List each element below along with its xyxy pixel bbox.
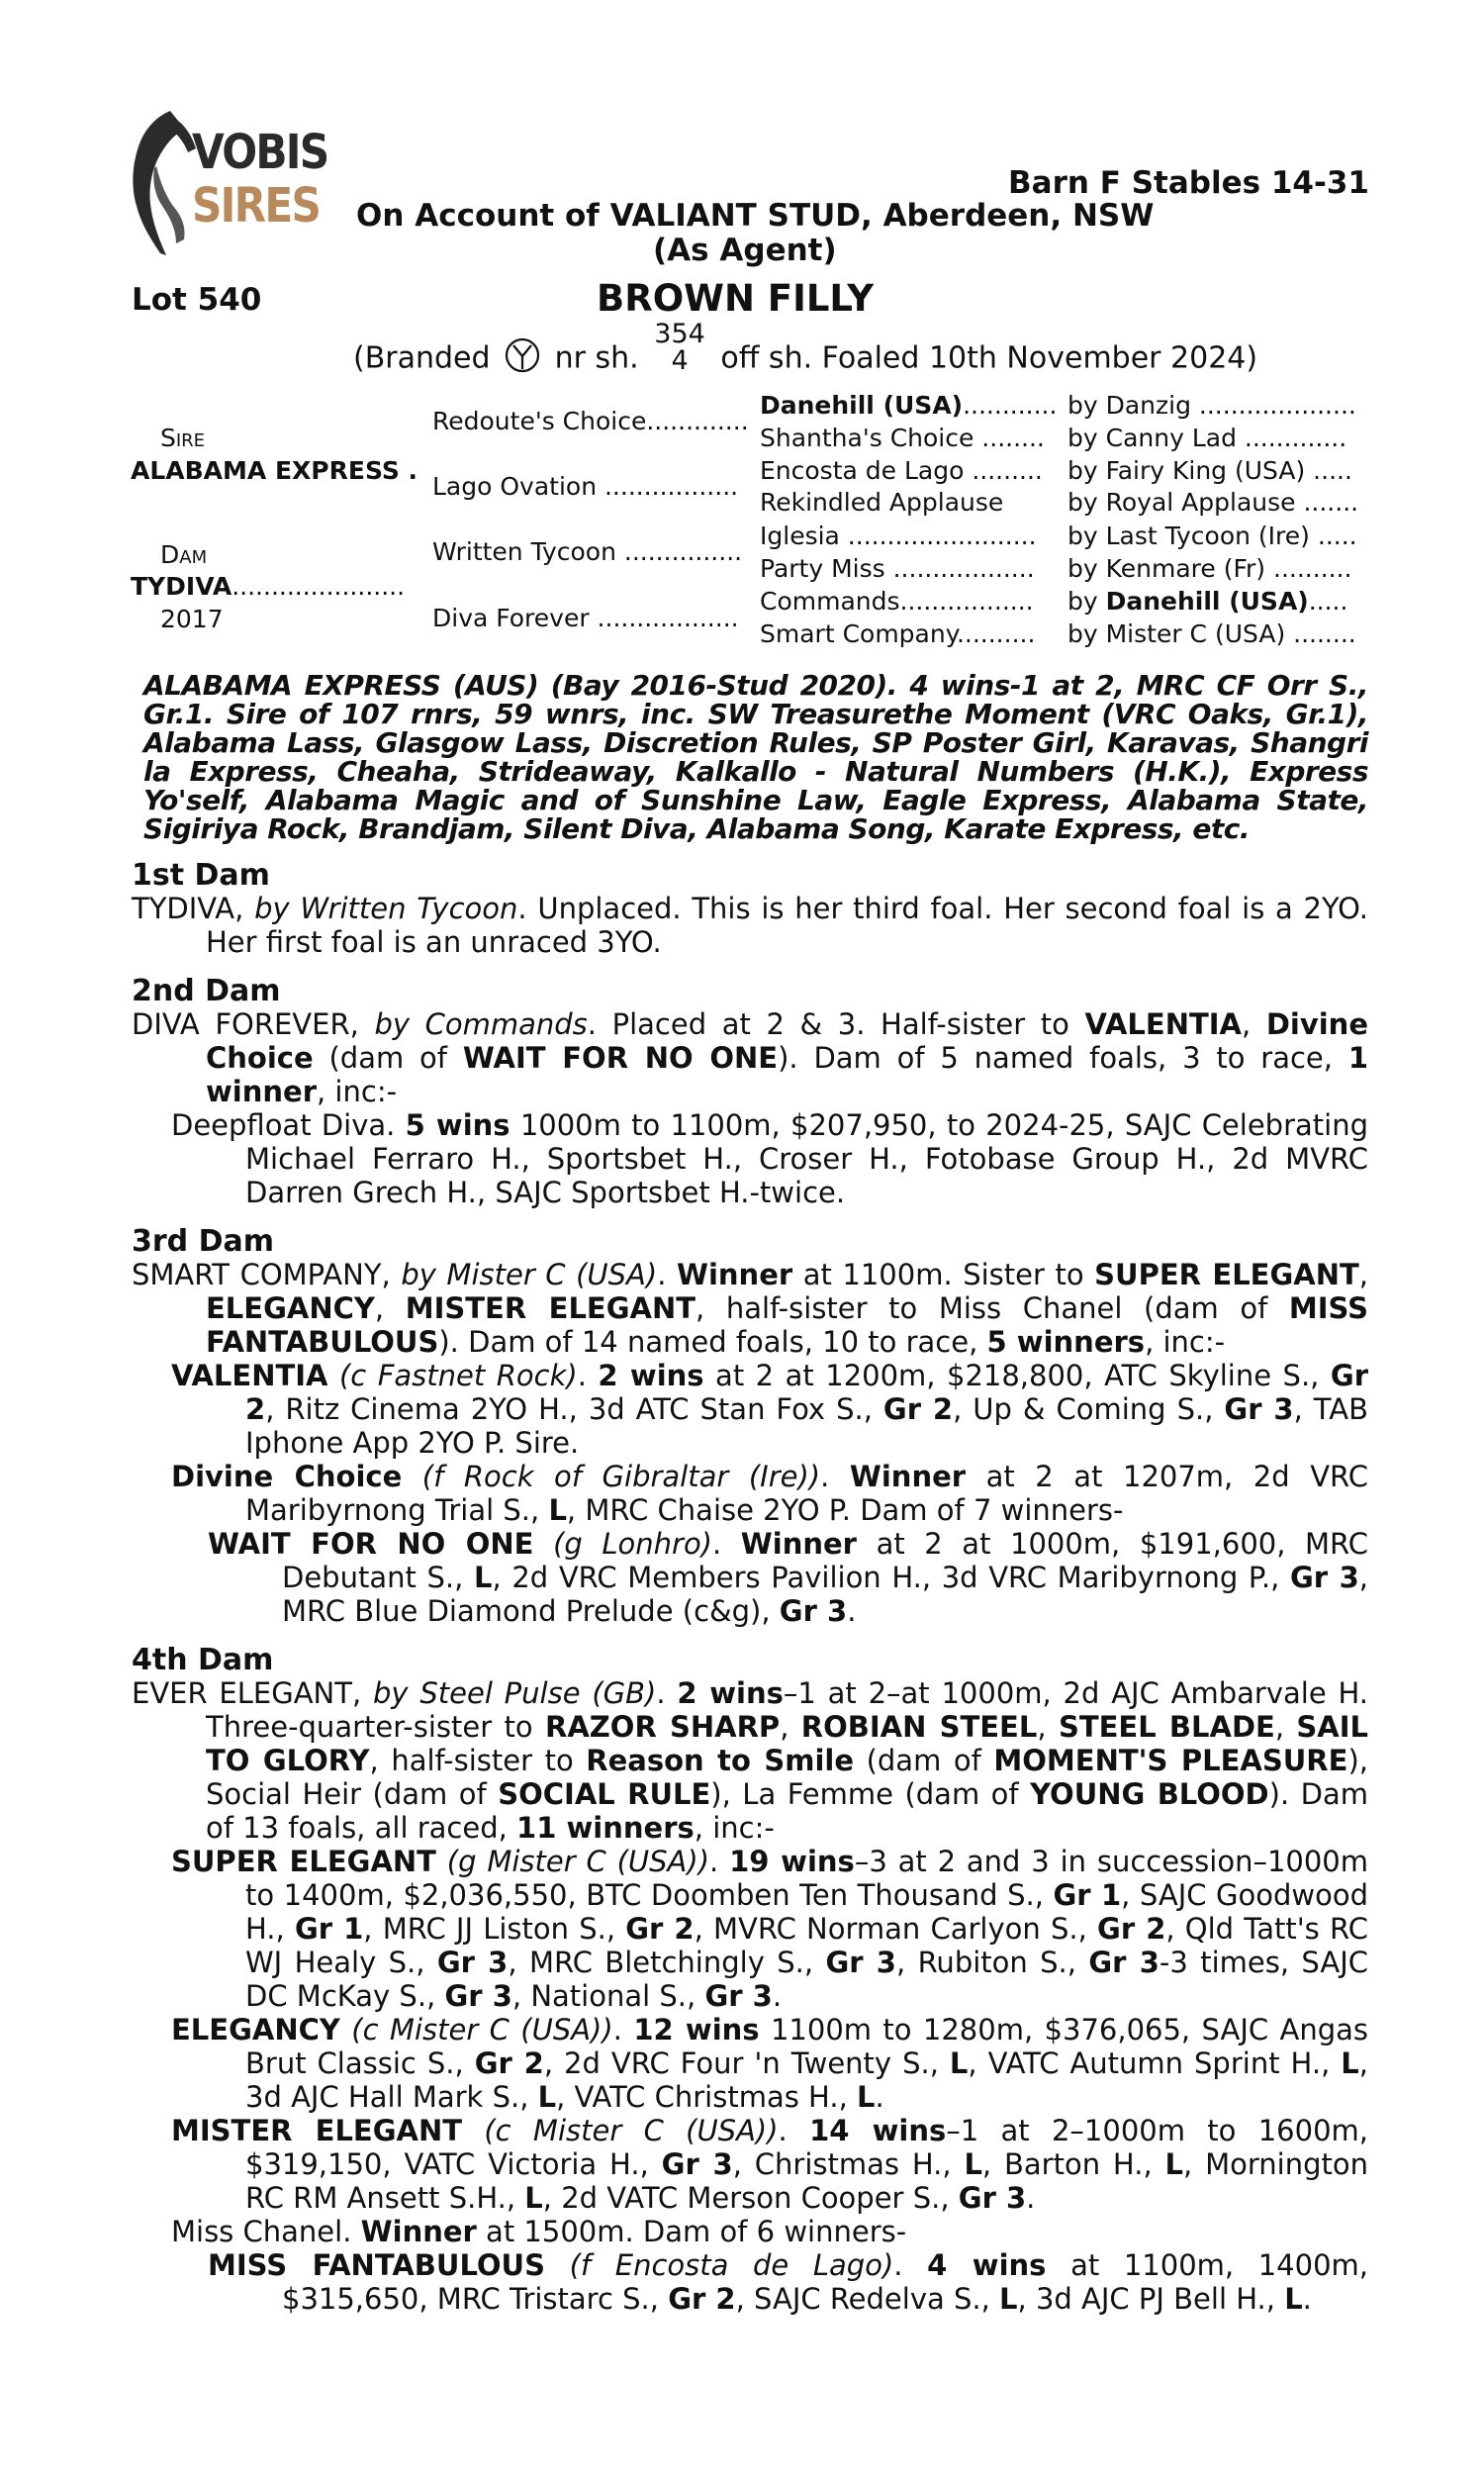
el-t5: , VATC Christmas H., xyxy=(556,2080,858,2114)
pedigree-g3-1: by Canny Lad ............. xyxy=(1067,424,1347,452)
dam3-t0: . xyxy=(657,1258,677,1291)
mf-t2: , SAJC Redelva S., xyxy=(735,2282,1000,2316)
dam2-t3: (dam of xyxy=(313,1041,463,1075)
dam-label: Dam xyxy=(160,540,208,569)
pedigree-g2-0-name: Danehill (USA) xyxy=(760,391,964,420)
dam3-t2: , xyxy=(1358,1258,1369,1291)
me-l3: L xyxy=(524,2181,543,2215)
wait-t0: . xyxy=(712,1527,741,1561)
branded-mid: nr sh. xyxy=(554,340,639,376)
se-t4: , MVRC Norman Carlyon S., xyxy=(694,1912,1098,1946)
wait-g2: Gr 3 xyxy=(779,1594,848,1628)
pedigree-g2-5: Party Miss .................. xyxy=(760,554,1035,583)
mf-l2: L xyxy=(1284,2282,1303,2316)
valentia-t2: , Ritz Cinema 2YO H., 3d ATC Stan Fox S., xyxy=(265,1392,883,1426)
dam4-progeny-mister-elegant xyxy=(132,2114,1368,2215)
valentia-t0: . xyxy=(577,1359,599,1392)
dam4-b4: SAIL TO GLORY xyxy=(206,1710,1369,1777)
mf-t0: . xyxy=(893,2248,928,2282)
logo-text-vobis: VOBIS xyxy=(192,125,328,180)
dam4-progeny-miss-fantabulous xyxy=(132,2248,1368,2316)
dam3-t1: at 1100m. Sister to xyxy=(792,1258,1095,1291)
pedigree-g3-0: by Danzig .................... xyxy=(1067,391,1356,420)
pedigree-g3-6-dots: ..... xyxy=(1308,587,1348,616)
divine-l: L xyxy=(548,1493,567,1527)
el-g1: Gr 2 xyxy=(474,2046,544,2080)
me-t4: , Mornington RC RM Ansett S.H., xyxy=(245,2147,1368,2215)
dam4-progeny-super-elegant xyxy=(132,1845,1368,2013)
se-g4: Gr 2 xyxy=(1097,1912,1166,1946)
wait-name: WAIT FOR NO ONE xyxy=(208,1527,534,1561)
se-g6: Gr 3 xyxy=(825,1946,896,1979)
me-l1: L xyxy=(964,2147,982,2181)
valentia-g1: Gr 2 xyxy=(245,1359,1368,1426)
me-b0: 14 wins xyxy=(809,2114,947,2147)
dam3-progeny-divine-choice xyxy=(132,1460,1368,1527)
vendor-account: On Account of VALIANT STUD, Aberdeen, NSW xyxy=(356,198,1155,234)
el-t2: , 2d VRC Four 'n Twenty S., xyxy=(543,2046,950,2080)
divine-t2: , MRC Chaise 2YO P. Dam of 7 winners- xyxy=(566,1493,1124,1527)
pedigree-g3-6-by: by xyxy=(1067,587,1106,616)
page-title: BROWN FILLY xyxy=(597,277,875,320)
se-t2: , SAJC Goodwood H., xyxy=(245,1878,1369,1946)
dam4-b1: RAZOR SHARP xyxy=(544,1710,781,1744)
dam4-b2: ROBIAN STEEL xyxy=(800,1710,1038,1744)
dam2-heading: 2nd Dam xyxy=(132,974,281,1008)
se-g8: Gr 3 xyxy=(444,1979,512,2013)
wait-t3: , MRC Blue Diamond Prelude (c&g), xyxy=(282,1561,1368,1628)
dam3-paragraph xyxy=(132,1258,1368,1359)
dam2-b1: VALENTIA xyxy=(1084,1007,1242,1041)
se-b0: 19 wins xyxy=(729,1845,855,1878)
wait-g1: Gr 3 xyxy=(1289,1561,1359,1594)
valentia-name: VALENTIA xyxy=(171,1359,328,1392)
mf-by: (f Encosta de Lago) xyxy=(544,2248,894,2282)
mf-name: MISS FANTABULOUS xyxy=(208,2248,545,2282)
valentia-g3: Gr 3 xyxy=(1224,1392,1294,1426)
pedigree-g1-1: Lago Ovation ................. xyxy=(432,472,739,501)
me-t5: , 2d VATC Merson Cooper S., xyxy=(542,2181,959,2215)
dam3-t3: , xyxy=(374,1291,406,1325)
se-t9: , National S., xyxy=(511,1979,705,2013)
me-g1: Gr 3 xyxy=(661,2147,733,2181)
dam2-p1-name: Deepfloat Diva. xyxy=(171,1108,406,1142)
dam4-t5: , half-sister to xyxy=(369,1744,587,1777)
se-g7: Gr 3 xyxy=(1088,1946,1159,1979)
dam3-b3: MISTER ELEGANT xyxy=(405,1291,696,1325)
pedigree-g2-3: Rekindled Applause xyxy=(760,488,1004,517)
brand-details xyxy=(353,319,1258,386)
mc-name: Miss Chanel. xyxy=(171,2215,361,2248)
el-t0: . xyxy=(612,2013,634,2046)
se-g2: Gr 1 xyxy=(294,1912,364,1946)
valentia-by: (c Fastnet Rock) xyxy=(327,1359,578,1392)
pedigree-g3-7: by Mister C (USA) ........ xyxy=(1067,619,1356,648)
divine-name: Divine Choice xyxy=(171,1460,403,1493)
brand-fraction-bottom: 4 xyxy=(671,345,689,376)
dam4-progeny-miss-chanel xyxy=(132,2215,1368,2248)
dam2-t2: , xyxy=(1242,1007,1266,1041)
dam3-heading: 3rd Dam xyxy=(132,1224,274,1259)
mf-t4: . xyxy=(1302,2282,1312,2316)
pedigree-g3-5: by Kenmare (Fr) .......... xyxy=(1067,554,1352,583)
me-t0: . xyxy=(778,2114,810,2147)
vendor-agent: (As Agent) xyxy=(653,233,837,268)
se-g5: Gr 3 xyxy=(436,1946,509,1979)
dam1-name: TYDIVA, xyxy=(132,892,255,925)
dam2-by: by Commands xyxy=(374,1007,588,1041)
dam3-b4: MISS FANTABULOUS xyxy=(206,1291,1368,1359)
dam4-t1: –1 at 2–at 1000m, 2d AJC Ambarvale H. Three-quarter-sister to xyxy=(206,1676,1368,1744)
dam4-b0: 2 wins xyxy=(677,1676,784,1710)
pedigree-g2-1: Shantha's Choice ........ xyxy=(760,424,1045,452)
dam4-b8: YOUNG BLOOD xyxy=(1030,1777,1269,1811)
se-g3: Gr 2 xyxy=(625,1912,695,1946)
se-t0: . xyxy=(709,1845,730,1878)
wait-t1: at 2 at 1000m, $191,600, MRC Debutant S., xyxy=(282,1527,1368,1594)
logo-text-sires: SIRES xyxy=(192,178,321,234)
dam3-t6: , inc:- xyxy=(1145,1325,1226,1359)
dam1-by: by Written Tycoon xyxy=(254,892,518,925)
mf-l1: L xyxy=(999,2282,1018,2316)
barn-location: Barn F Stables 14-31 xyxy=(1008,165,1369,201)
dam4-t7: ), Social Heir (dam of xyxy=(206,1744,1368,1811)
dam3-by: by Mister C (USA) xyxy=(401,1258,658,1291)
se-t10: . xyxy=(772,1979,783,2013)
pedigree-g2-0 xyxy=(760,393,1057,418)
dam4-t8: ), La Femme (dam of xyxy=(710,1777,1031,1811)
catalogue-body xyxy=(132,671,1368,2316)
pedigree-g2-2: Encosta de Lago ......... xyxy=(760,456,1043,485)
sire-label: Sire xyxy=(160,424,206,452)
dam4-b5: Reason to Smile xyxy=(586,1744,855,1777)
pedigree-g3-2: by Fairy King (USA) ..... xyxy=(1067,456,1352,485)
el-t1: 1100m to 1280m, $376,065, SAJC Angas Brut Classic S., xyxy=(245,2013,1369,2080)
dam4-t3: , xyxy=(1037,1710,1059,1744)
dam4-name: EVER ELEGANT, xyxy=(132,1676,373,1710)
dam4-heading: 4th Dam xyxy=(132,1643,274,1677)
valentia-b0: 2 wins xyxy=(598,1359,704,1392)
dam3-b1: SUPER ELEGANT xyxy=(1094,1258,1359,1291)
el-l1: L xyxy=(949,2046,969,2080)
divine-t1: at 2 at 1207m, 2d VRC Maribyrnong Trial S., xyxy=(245,1460,1369,1527)
dam2-p1-text: 1000m to 1100m, $207,950, to 2024-25, SAJC Celebrating Michael Ferraro H., Sportsbet H., Croser H., Fotobase Group H., 2d MVRC Darren Grech H., SAJC Sportsbet H.-twice. xyxy=(245,1108,1368,1209)
me-t2: , Christmas H., xyxy=(732,2147,965,2181)
se-t7: , Rubiton S., xyxy=(896,1946,1089,1979)
wait-t4: . xyxy=(847,1594,857,1628)
dam4-b9: 11 winners xyxy=(516,1811,695,1845)
dam4-b3: STEEL BLADE xyxy=(1058,1710,1275,1744)
me-t1: –1 at 2–1000m to 1600m, $319,150, VATC Victoria H., xyxy=(245,2114,1368,2181)
dam-name: TYDIVA xyxy=(131,572,232,601)
dam2-t4: ). Dam of 5 named foals, 3 to race, xyxy=(778,1041,1348,1075)
el-l2: L xyxy=(1341,2046,1359,2080)
el-name: ELEGANCY xyxy=(171,2013,340,2046)
dam3-progeny-valentia xyxy=(132,1359,1368,1460)
pedigree-g2-4: Iglesia ........................ xyxy=(760,522,1037,550)
mf-t1: at 1100m, 1400m, $315,650, MRC Tristarc S., xyxy=(282,2248,1368,2316)
me-name: MISTER ELEGANT xyxy=(171,2114,463,2147)
mc-t1: at 1500m. Dam of 6 winners- xyxy=(476,2215,907,2248)
branded-post: off sh. Foaled 10th November 2024) xyxy=(720,340,1258,376)
pedigree-g1-0: Redoute's Choice............. xyxy=(432,407,749,435)
dam2-progeny-deepfloat-diva xyxy=(132,1108,1368,1209)
dam2-t1: . Placed at 2 & 3. Half-sister to xyxy=(587,1007,1085,1041)
valentia-t3: , Up & Coming S., xyxy=(953,1392,1225,1426)
dam4-progeny-elegancy xyxy=(132,2013,1368,2114)
dam2-paragraph xyxy=(132,1007,1368,1108)
brand-fraction xyxy=(654,321,705,374)
dam2-b4: 1 winner xyxy=(206,1041,1368,1108)
divine-b0: Winner xyxy=(849,1460,967,1493)
dam4-t6: (dam of xyxy=(854,1744,994,1777)
el-by: (c Mister C (USA)) xyxy=(339,2013,613,2046)
vobis-sires-logo xyxy=(127,107,328,257)
se-name: SUPER ELEGANT xyxy=(171,1845,436,1878)
se-t8: -3 times, SAJC DC McKay S., xyxy=(245,1946,1369,2013)
el-l4: L xyxy=(857,2080,876,2114)
dam4-b6: MOMENT'S PLEASURE xyxy=(993,1744,1348,1777)
dam-name-row xyxy=(131,574,405,599)
lot-number: Lot 540 xyxy=(132,282,262,318)
pedigree-g3-3: by Royal Applause ....... xyxy=(1067,488,1359,517)
dam1-text: . Unplaced. This is her third foal. Her second foal is a 2YO. Her first foal is an unraced 3YO. xyxy=(206,892,1369,959)
brand-fraction-top: 354 xyxy=(654,319,705,349)
dam3-progeny-wait-for-no-one xyxy=(132,1527,1368,1628)
el-t4: , 3d AJC Hall Mark S., xyxy=(245,2046,1368,2114)
dam4-t10: , inc:- xyxy=(694,1811,775,1845)
pedigree-g3-4: by Last Tycoon (Ire) ..... xyxy=(1067,522,1357,550)
dam1-paragraph xyxy=(132,892,1368,959)
dam3-t5: ). Dam of 14 named foals, 10 to race, xyxy=(438,1325,987,1359)
wait-b0: Winner xyxy=(740,1527,857,1561)
mf-g1: Gr 2 xyxy=(668,2282,736,2316)
dam3-name: SMART COMPANY, xyxy=(132,1258,402,1291)
pedigree-g1-2: Written Tycoon ............... xyxy=(432,537,743,566)
pedigree-g3-6 xyxy=(1067,589,1347,614)
dam4-t0: . xyxy=(656,1676,678,1710)
wait-l: L xyxy=(473,1561,493,1594)
valentia-t1: at 2 at 1200m, $218,800, ATC Skyline S., xyxy=(703,1359,1331,1392)
dam3-t4: , half-sister to Miss Chanel (dam of xyxy=(696,1291,1289,1325)
dam3-b2: ELEGANCY xyxy=(206,1291,375,1325)
pedigree-g1-3: Diva Forever .................. xyxy=(432,604,739,632)
me-t3: , Barton H., xyxy=(981,2147,1165,2181)
valentia-g2: Gr 2 xyxy=(882,1392,954,1426)
mf-b0: 4 wins xyxy=(927,2248,1047,2282)
el-t6: . xyxy=(875,2080,884,2114)
mf-t3: , 3d AJC PJ Bell H., xyxy=(1017,2282,1285,2316)
dam-year: 2017 xyxy=(160,605,224,633)
sire-name: ALABAMA EXPRESS . xyxy=(131,456,418,485)
brand-mark-icon xyxy=(504,336,541,374)
dam-dots: ...................... xyxy=(232,572,406,601)
pedigree-g2-7: Smart Company.......... xyxy=(760,619,1036,648)
el-t3: , VATC Autumn Sprint H., xyxy=(968,2046,1342,2080)
me-g2: Gr 3 xyxy=(958,2181,1027,2215)
se-t6: , MRC Bletchingly S., xyxy=(508,1946,826,1979)
se-t5: , Qld Tatt's RC WJ Healy S., xyxy=(245,1912,1368,1979)
dam2-name: DIVA FOREVER, xyxy=(132,1007,375,1041)
dam2-b3: WAIT FOR NO ONE xyxy=(462,1041,779,1075)
divine-t0: . xyxy=(820,1460,850,1493)
dam2-t5: , inc:- xyxy=(317,1075,398,1108)
se-g9: Gr 3 xyxy=(704,1979,773,2013)
el-l3: L xyxy=(537,2080,557,2114)
wait-t2: , 2d VRC Members Pavilion H., 3d VRC Maribyrnong P., xyxy=(492,1561,1290,1594)
dam4-by: by Steel Pulse (GB) xyxy=(372,1676,657,1710)
dam4-t2: , xyxy=(780,1710,801,1744)
divine-by: (f Rock of Gibraltar (Ire)) xyxy=(402,1460,821,1493)
dam2-p1-wins: 5 wins xyxy=(405,1108,510,1142)
dam3-b5: 5 winners xyxy=(986,1325,1146,1359)
dam4-paragraph xyxy=(132,1676,1368,1845)
me-t6: . xyxy=(1026,2181,1036,2215)
pedigree-g2-6: Commands................. xyxy=(760,587,1034,616)
valentia-t4: , TAB Iphone App 2YO P. Sire. xyxy=(245,1392,1368,1460)
el-b0: 12 wins xyxy=(633,2013,760,2046)
se-t1: –3 at 2 and 3 in succession–1000m to 1400m, $2,036,550, BTC Doomben Ten Thousand S., xyxy=(245,1845,1369,1912)
wait-by: (g Lonhro) xyxy=(533,1527,712,1561)
me-by: (c Mister C (USA)) xyxy=(462,2114,779,2147)
mc-b0: Winner xyxy=(360,2215,477,2248)
se-by: (g Mister C (USA)) xyxy=(435,1845,710,1878)
dam4-t9: ). Dam of 13 foals, all raced, xyxy=(206,1777,1368,1845)
se-g1: Gr 1 xyxy=(1053,1878,1122,1912)
dam1-heading: 1st Dam xyxy=(132,858,270,893)
dam4-b7: SOCIAL RULE xyxy=(498,1777,711,1811)
dam2-b2: Divine Choice xyxy=(206,1007,1368,1075)
sire-summary: ALABAMA EXPRESS (AUS) (Bay 2016-Stud 2020). 4 wins-1 at 2, MRC CF Orr S., Gr.1. Sire of 107 rnrs, 59 wnrs, inc. SW Treasurethe Moment (VRC Oaks, Gr.1), Alabama Lass, Glasgow Lass, Discretion Rules, SP Poster Girl, Karavas, Shangri la Express, Cheaha, Strideaway, Kalkallo - Natural Numbers (H.K.), Express Yo'self, Alabama Magic and of Sunshine Law, Eagle Express, Alabama State, Sigiriya Rock, Brandjam, Silent Diva, Alabama Song, Karate Express, etc. xyxy=(143,669,1368,845)
dam3-b0: Winner xyxy=(676,1258,793,1291)
dam4-t4: , xyxy=(1274,1710,1297,1744)
me-l2: L xyxy=(1164,2147,1184,2181)
pedigree-g2-0-dots: ............ xyxy=(963,391,1058,420)
se-t3: , MRC JJ Liston S., xyxy=(363,1912,626,1946)
branded-pre: (Branded xyxy=(353,340,491,376)
pedigree-g3-6-name: Danehill (USA) xyxy=(1105,587,1309,616)
